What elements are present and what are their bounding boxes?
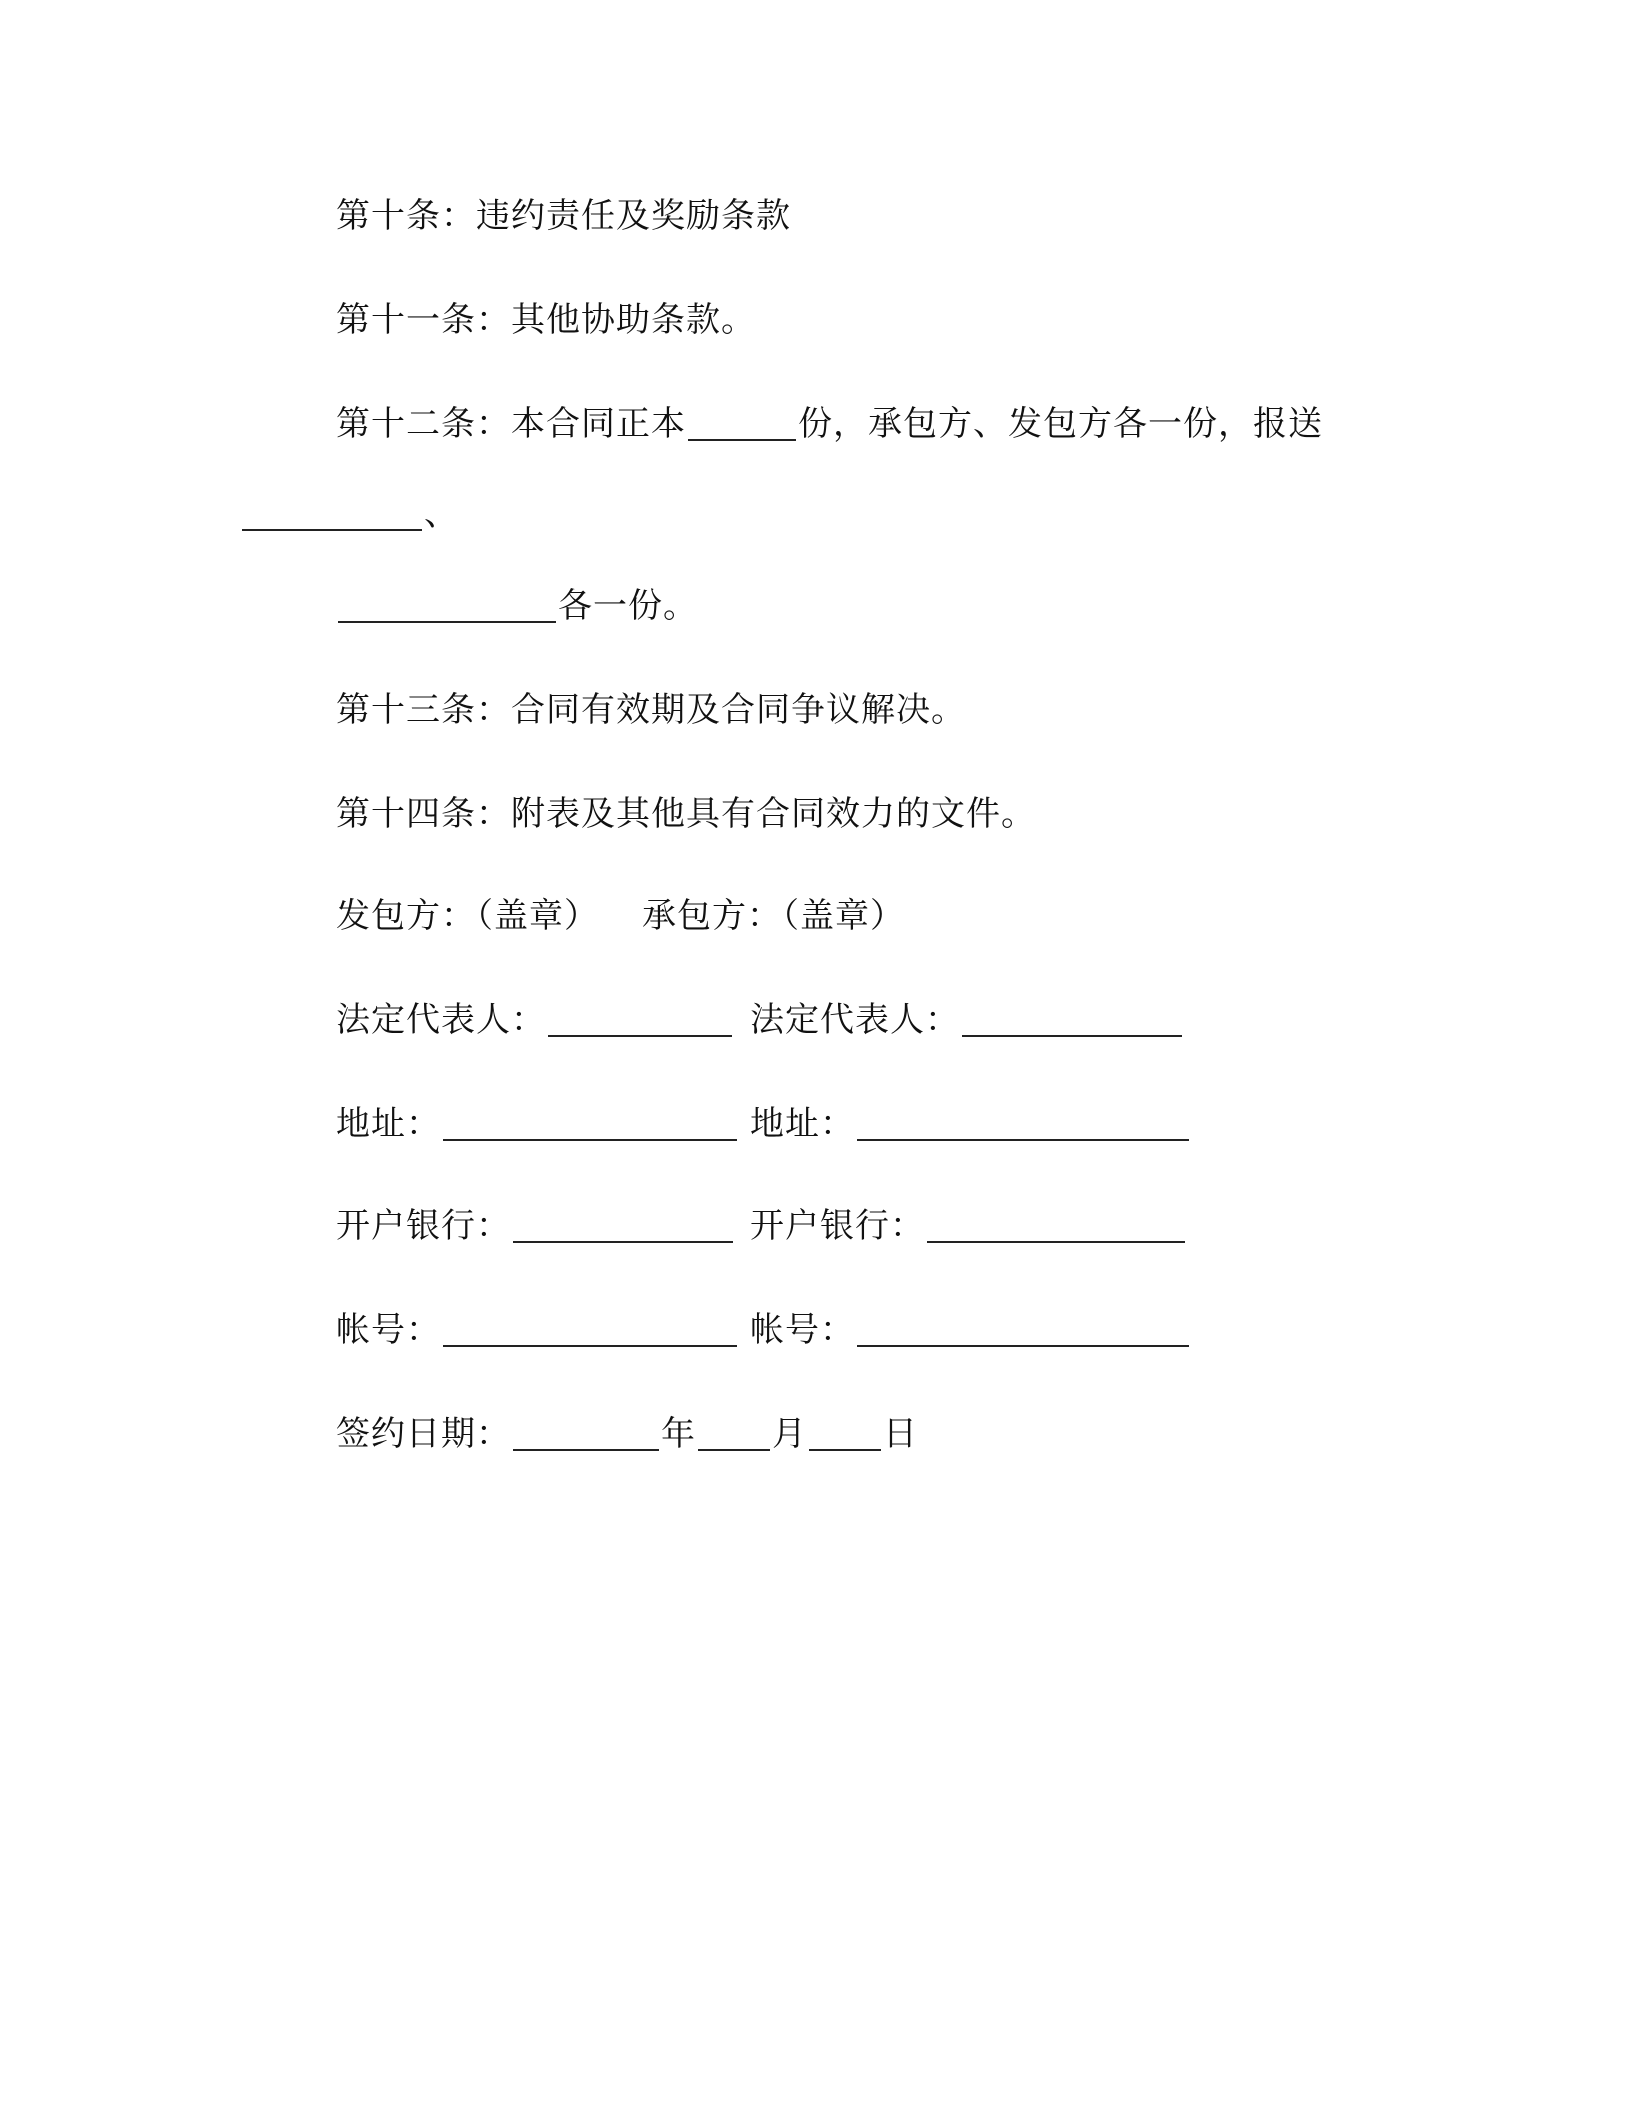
month-blank — [698, 1413, 770, 1451]
address-label-b: 地址： — [750, 1104, 855, 1144]
month-label: 月 — [772, 1414, 807, 1454]
account-row — [336, 1304, 1236, 1356]
address-row — [336, 1098, 1236, 1150]
article-14-text: 第十四条：附表及其他具有合同效力的文件。 — [336, 794, 1036, 834]
article-13-text: 第十三条：合同有效期及合同争议解决。 — [336, 690, 966, 730]
bank-label-a: 开户银行： — [336, 1206, 511, 1246]
article-14 — [336, 788, 1036, 840]
recipient-2-blank — [338, 585, 556, 623]
day-blank — [809, 1413, 881, 1451]
rep-a-blank — [548, 999, 732, 1037]
day-label: 日 — [883, 1414, 918, 1454]
parties-row — [336, 890, 1236, 942]
party-a-seal: 发包方：（盖章） — [336, 896, 599, 936]
recipient-1-blank — [242, 493, 422, 531]
article-12-continued — [240, 488, 459, 540]
date-label: 签约日期： — [336, 1414, 511, 1454]
account-label-a: 帐号： — [336, 1310, 441, 1350]
bank-row — [336, 1200, 1236, 1252]
year-label: 年 — [661, 1414, 696, 1454]
article-12-text-2: 份，承包方、发包方各一份，报送 — [798, 404, 1323, 444]
rep-label-b: 法定代表人： — [750, 1000, 960, 1040]
article-12-text-1: 第十二条：本合同正本 — [336, 404, 686, 444]
address-b-blank — [857, 1103, 1189, 1141]
article-11 — [336, 294, 756, 346]
rep-label-a: 法定代表人： — [336, 1000, 546, 1040]
bank-a-blank — [513, 1205, 733, 1243]
copies-count-blank — [688, 403, 796, 441]
year-blank — [513, 1413, 659, 1451]
representative-row — [336, 994, 1236, 1046]
party-b-seal: 承包方：（盖章） — [642, 896, 905, 936]
account-label-b: 帐号： — [750, 1310, 855, 1350]
article-13 — [336, 684, 966, 736]
article-10-text: 第十条：违约责任及奖励条款 — [336, 196, 791, 236]
address-a-blank — [443, 1103, 737, 1141]
article-12 — [336, 398, 1323, 450]
signing-date-row — [336, 1408, 918, 1460]
article-12-text-4: 各一份。 — [558, 586, 698, 626]
bank-label-b: 开户银行： — [750, 1206, 925, 1246]
bank-b-blank — [927, 1205, 1185, 1243]
account-a-blank — [443, 1309, 737, 1347]
address-label-a: 地址： — [336, 1104, 441, 1144]
article-10 — [336, 190, 791, 242]
account-b-blank — [857, 1309, 1189, 1347]
article-12-text-3: 、 — [424, 494, 459, 534]
article-11-text: 第十一条：其他协助条款。 — [336, 300, 756, 340]
rep-b-blank — [962, 999, 1182, 1037]
article-12-continued-2 — [336, 580, 698, 632]
